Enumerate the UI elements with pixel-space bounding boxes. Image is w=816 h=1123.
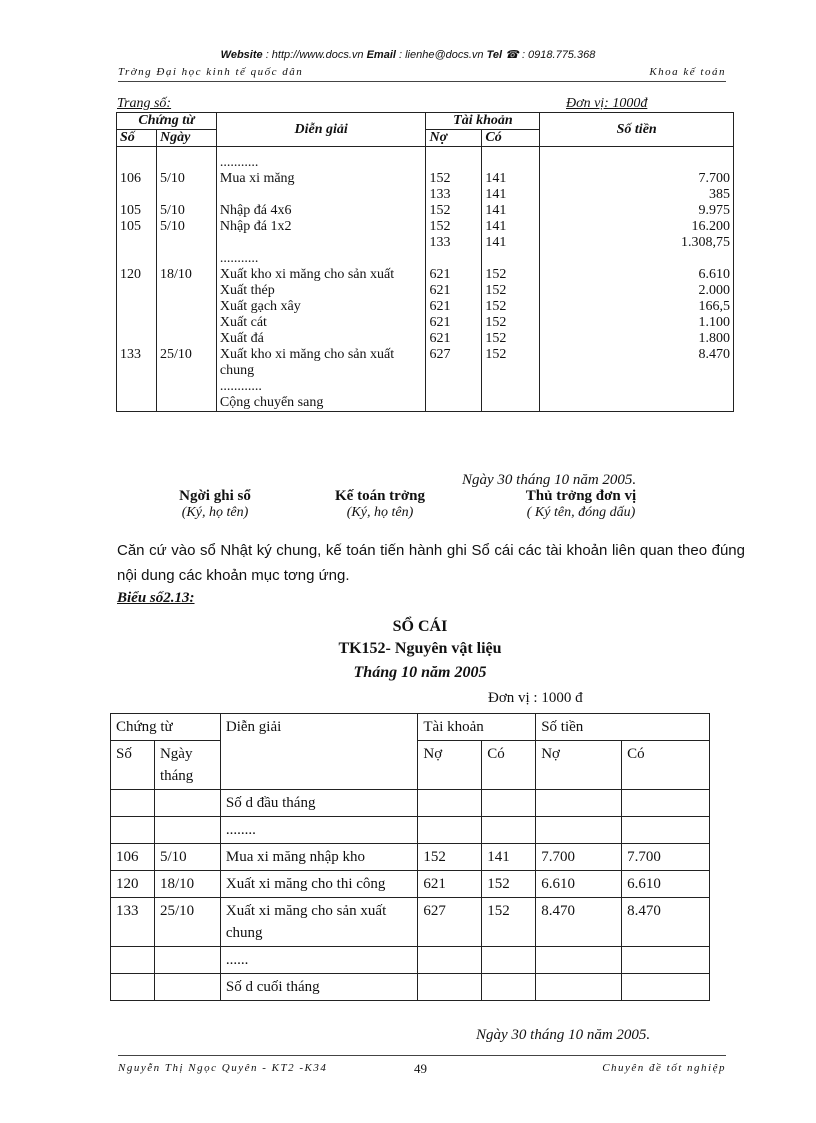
journal-cell-ngay	[156, 315, 216, 331]
col-co: Có	[482, 130, 540, 147]
ledger-cell-no	[418, 947, 482, 974]
journal-cell-co: 141	[482, 235, 540, 251]
signature-title: Kế toán trởng	[335, 488, 425, 504]
col-no: Nợ	[426, 130, 482, 147]
journal-cell-desc	[216, 187, 426, 203]
journal-cell-amount: 385	[540, 187, 734, 203]
journal-cell-no: 133	[426, 235, 482, 251]
journal-cell-co: 152	[482, 267, 540, 283]
journal-cell-amount: 1.800	[540, 331, 734, 347]
journal-cell-co: 141	[482, 203, 540, 219]
journal-row	[117, 203, 734, 219]
journal-cell-co: 141	[482, 187, 540, 203]
journal-cell-ngay	[156, 379, 216, 395]
ledger-unit: Đơn vị : 1000 đ	[488, 690, 583, 706]
ledger-cell-co: 152	[482, 898, 536, 947]
ledger-cell-co	[482, 947, 536, 974]
journal-cell-so	[117, 395, 157, 412]
journal-cell-so: 106	[117, 171, 157, 187]
journal-cell-co: 152	[482, 299, 540, 315]
ledger-cell-so: 133	[111, 898, 155, 947]
journal-row	[117, 219, 734, 235]
journal-row	[117, 251, 734, 267]
journal-cell-desc: Mua xi măng	[216, 171, 426, 187]
ledger-cell-no: 152	[418, 844, 482, 871]
journal-cell-co: 141	[482, 171, 540, 187]
ledger-cell-st-no	[536, 974, 622, 1001]
journal-cell-so	[117, 235, 157, 251]
ledger-col-tai-khoan: Tài khoản	[418, 714, 536, 741]
ledger-cell-ngay	[154, 947, 220, 974]
journal-cell-no: 152	[426, 171, 482, 187]
journal-cell-desc: ............	[216, 379, 426, 395]
journal-cell-co: 141	[482, 219, 540, 235]
signature-title: Ngời ghi sổ	[179, 488, 251, 504]
journal-cell-no: 621	[426, 283, 482, 299]
page-number-label: Trang số:	[117, 96, 172, 111]
ledger-cell-st-no	[536, 790, 622, 817]
ledger-cell-desc: Số d đầu tháng	[220, 790, 418, 817]
signature-recorder	[150, 488, 280, 521]
footer-topic: Chuyên đề tốt nghiệp	[602, 1062, 726, 1074]
col-ngay: Ngày	[156, 130, 216, 147]
journal-row	[117, 235, 734, 251]
ledger-cell-st-co: 7.700	[622, 844, 710, 871]
journal-row	[117, 283, 734, 299]
ledger-col-chung-tu: Chứng từ	[111, 714, 221, 741]
journal-row	[117, 147, 734, 172]
journal-cell-so: 105	[117, 219, 157, 235]
journal-cell-so	[117, 187, 157, 203]
ledger-cell-st-co	[622, 790, 710, 817]
ledger-row	[111, 844, 710, 871]
ledger-cell-no: 621	[418, 871, 482, 898]
journal-cell-so	[117, 147, 157, 172]
website-url[interactable]: : http://www.docs.vn	[265, 49, 364, 61]
ledger-row	[111, 974, 710, 1001]
ledger-cell-no	[418, 817, 482, 844]
journal-cell-desc: ...........	[216, 251, 426, 267]
signature-note: (Ký, họ tên)	[346, 505, 414, 520]
ledger-cell-so	[111, 790, 155, 817]
faculty-name: Khoa kế toán	[649, 66, 726, 78]
ledger-cell-so	[111, 974, 155, 1001]
journal-cell-desc: ...........	[216, 147, 426, 172]
ledger-col-co: Có	[482, 741, 536, 790]
journal-cell-no: 621	[426, 267, 482, 283]
figure-label: Biểu số2.13:	[117, 590, 195, 606]
ledger-cell-desc: Số d cuối tháng	[220, 974, 418, 1001]
journal-cell-ngay: 5/10	[156, 203, 216, 219]
journal-cell-desc: Xuất thép	[216, 283, 426, 299]
journal-cell-co	[482, 251, 540, 267]
ledger-cell-st-no: 7.700	[536, 844, 622, 871]
journal-cell-amount: 2.000	[540, 283, 734, 299]
journal-cell-ngay	[156, 235, 216, 251]
journal-cell-ngay	[156, 395, 216, 412]
ledger-cell-st-no	[536, 817, 622, 844]
ledger-row	[111, 817, 710, 844]
ledger-cell-no	[418, 974, 482, 1001]
ledger-row	[111, 790, 710, 817]
ledger-col-dien-giai: Diễn giải	[220, 714, 418, 790]
ledger-cell-co	[482, 817, 536, 844]
ledger-cell-st-no: 8.470	[536, 898, 622, 947]
ledger-cell-ngay	[154, 817, 220, 844]
signature-note: (Ký, họ tên)	[181, 505, 249, 520]
ledger-col-amount-co: Có	[622, 741, 710, 790]
journal-row	[117, 171, 734, 187]
journal-cell-amount: 9.975	[540, 203, 734, 219]
school-name: Trờng Đại học kinh tế quốc dân	[118, 66, 304, 78]
ledger-cell-co: 152	[482, 871, 536, 898]
ledger-col-so-tien: Số tiền	[536, 714, 710, 741]
ledger-cell-desc: Xuất xi măng cho sản xuất chung	[220, 898, 418, 947]
journal-cell-co: 152	[482, 347, 540, 379]
journal-cell-desc: Xuất cát	[216, 315, 426, 331]
ledger-cell-so: 120	[111, 871, 155, 898]
ledger-cell-st-no	[536, 947, 622, 974]
journal-cell-so: 133	[117, 347, 157, 379]
ledger-cell-ngay: 5/10	[154, 844, 220, 871]
journal-cell-ngay	[156, 251, 216, 267]
journal-cell-so	[117, 315, 157, 331]
col-dien-giai: Diễn giải	[216, 113, 426, 147]
journal-cell-no: 621	[426, 299, 482, 315]
journal-cell-ngay: 18/10	[156, 267, 216, 283]
ledger-cell-st-co: 8.470	[622, 898, 710, 947]
journal-cell-amount: 7.700	[540, 171, 734, 187]
journal-cell-amount: 1.308,75	[540, 235, 734, 251]
journal-cell-so: 120	[117, 267, 157, 283]
journal-cell-amount	[540, 395, 734, 412]
journal-date: Ngày 30 tháng 10 năm 2005.	[462, 472, 637, 488]
footer-author: Nguyễn Thị Ngọc Quyên - KT2 -K34	[118, 1062, 328, 1074]
ledger-period: Tháng 10 năm 2005	[353, 664, 487, 681]
journal-cell-amount	[540, 379, 734, 395]
journal-cell-ngay	[156, 283, 216, 299]
journal-cell-so: 105	[117, 203, 157, 219]
email-label: Email	[366, 49, 396, 61]
journal-cell-amount	[540, 251, 734, 267]
journal-cell-so	[117, 379, 157, 395]
col-chung-tu: Chứng từ	[117, 113, 217, 130]
journal-cell-ngay: 5/10	[156, 171, 216, 187]
website-header	[0, 48, 816, 61]
journal-row	[117, 187, 734, 203]
ledger-cell-no: 627	[418, 898, 482, 947]
ledger-cell-so	[111, 817, 155, 844]
journal-cell-no: 152	[426, 203, 482, 219]
page-header	[118, 66, 726, 82]
journal-cell-desc: Xuất đá	[216, 331, 426, 347]
ledger-cell-ngay	[154, 790, 220, 817]
journal-cell-no: 621	[426, 331, 482, 347]
journal-cell-desc	[216, 235, 426, 251]
ledger-cell-desc: Mua xi măng nhập kho	[220, 844, 418, 871]
journal-cell-no: 133	[426, 187, 482, 203]
journal-cell-no	[426, 147, 482, 172]
tel-number: : 0918.775.368	[521, 49, 596, 61]
signature-note: ( Ký tên, đóng dấu)	[526, 505, 636, 520]
journal-cell-no: 627	[426, 347, 482, 379]
ledger-title: SỔ CÁI	[392, 618, 448, 635]
journal-cell-co	[482, 147, 540, 172]
ledger-row	[111, 871, 710, 898]
journal-cell-amount: 8.470	[540, 347, 734, 379]
ledger-cell-st-co: 6.610	[622, 871, 710, 898]
journal-cell-no	[426, 395, 482, 412]
journal-row	[117, 379, 734, 395]
ledger-row	[111, 898, 710, 947]
ledger-col-no: Nợ	[418, 741, 482, 790]
journal-cell-desc: Xuất kho xi măng cho sản xuất	[216, 267, 426, 283]
journal-cell-desc: Xuất kho xi măng cho sản xuất chung	[216, 347, 426, 379]
ledger-cell-co	[482, 974, 536, 1001]
ledger-row	[111, 947, 710, 974]
body-paragraph: Căn cứ vào sổ Nhật ký chung, kế toán tiến hành ghi Sổ cái các tài khoản liên quan theo đúng nội dung các khoản mục tơng ứng.	[117, 542, 745, 584]
journal-cell-so	[117, 283, 157, 299]
journal-cell-no: 152	[426, 219, 482, 235]
signature-title: Thủ trởng đơn vị	[525, 488, 637, 504]
journal-cell-ngay: 25/10	[156, 347, 216, 379]
tel-label: Tel	[486, 49, 503, 61]
website-label: Website	[220, 49, 263, 61]
col-so: Số	[117, 130, 157, 147]
journal-unit: Đơn vị: 1000đ	[566, 96, 648, 111]
journal-cell-desc: Nhập đá 1x2	[216, 219, 426, 235]
journal-cell-so	[117, 331, 157, 347]
journal-row	[117, 347, 734, 379]
ledger-table	[110, 713, 710, 1001]
ledger-cell-ngay: 25/10	[154, 898, 220, 947]
ledger-cell-st-co	[622, 947, 710, 974]
journal-cell-no	[426, 379, 482, 395]
journal-cell-co: 152	[482, 315, 540, 331]
ledger-cell-ngay: 18/10	[154, 871, 220, 898]
ledger-cell-st-no: 6.610	[536, 871, 622, 898]
journal-cell-desc: Cộng chuyển sang	[216, 395, 426, 412]
email-address[interactable]: : lienhe@docs.vn	[399, 49, 484, 61]
ledger-cell-desc: Xuất xi măng cho thi công	[220, 871, 418, 898]
journal-row	[117, 331, 734, 347]
ledger-col-amount-no: Nợ	[536, 741, 622, 790]
journal-cell-co: 152	[482, 331, 540, 347]
col-so-tien: Số tiền	[540, 113, 734, 147]
journal-cell-co: 152	[482, 283, 540, 299]
journal-cell-so	[117, 299, 157, 315]
phone-icon: ☎	[505, 49, 519, 61]
ledger-cell-desc: ........	[220, 817, 418, 844]
journal-cell-ngay	[156, 331, 216, 347]
journal-cell-ngay: 5/10	[156, 219, 216, 235]
ledger-cell-st-co	[622, 817, 710, 844]
journal-cell-no: 621	[426, 315, 482, 331]
ledger-date: Ngày 30 tháng 10 năm 2005.	[476, 1027, 651, 1043]
journal-cell-amount: 16.200	[540, 219, 734, 235]
journal-cell-so	[117, 251, 157, 267]
journal-cell-amount: 166,5	[540, 299, 734, 315]
journal-cell-no	[426, 251, 482, 267]
journal-cell-co	[482, 379, 540, 395]
journal-table	[116, 112, 734, 412]
signature-director	[486, 488, 676, 521]
journal-row	[117, 315, 734, 331]
ledger-cell-co: 141	[482, 844, 536, 871]
page-number: 49	[414, 1061, 427, 1076]
ledger-col-ngay-thang: Ngày tháng	[154, 741, 220, 790]
journal-cell-amount: 1.100	[540, 315, 734, 331]
ledger-cell-so: 106	[111, 844, 155, 871]
ledger-account: TK152- Nguyên vật liệu	[338, 640, 502, 657]
col-tai-khoan: Tài khoản	[426, 113, 540, 130]
ledger-cell-st-co	[622, 974, 710, 1001]
ledger-cell-co	[482, 790, 536, 817]
ledger-col-so: Số	[111, 741, 155, 790]
journal-cell-amount	[540, 147, 734, 172]
ledger-cell-no	[418, 790, 482, 817]
journal-cell-ngay	[156, 187, 216, 203]
journal-row	[117, 267, 734, 283]
ledger-cell-ngay	[154, 974, 220, 1001]
journal-cell-amount: 6.610	[540, 267, 734, 283]
journal-row	[117, 299, 734, 315]
journal-row	[117, 395, 734, 412]
journal-cell-desc: Xuất gạch xây	[216, 299, 426, 315]
journal-cell-desc: Nhập đá 4x6	[216, 203, 426, 219]
ledger-cell-so	[111, 947, 155, 974]
ledger-cell-desc: ......	[220, 947, 418, 974]
journal-cell-ngay	[156, 299, 216, 315]
page-footer	[118, 1055, 726, 1074]
signature-accountant	[310, 488, 450, 521]
journal-cell-co	[482, 395, 540, 412]
journal-cell-ngay	[156, 147, 216, 172]
